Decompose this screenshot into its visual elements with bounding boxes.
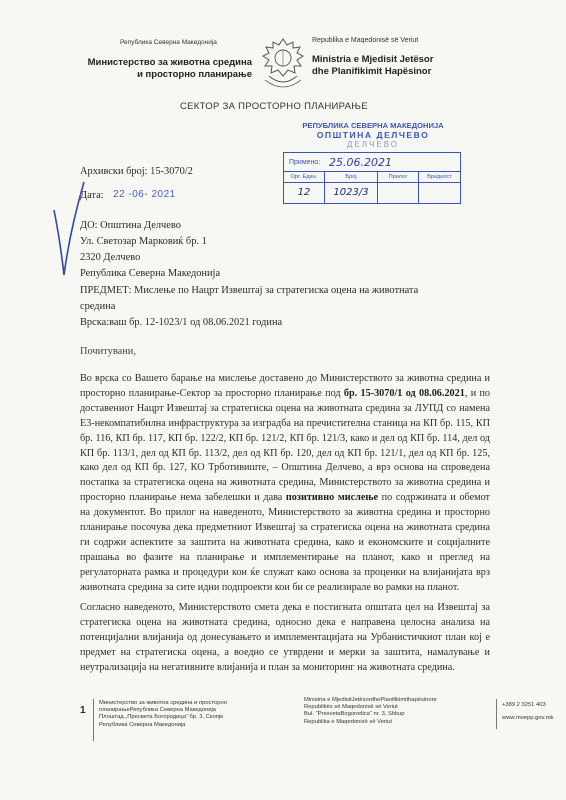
footer-mk-line1: Министерство за животна средина и просторно <box>99 700 227 706</box>
archive-number: Архивски број: 15-3070/2 <box>80 166 193 177</box>
stamp-table <box>283 152 461 204</box>
coat-of-arms-emblem <box>257 36 309 92</box>
stamp-country: РЕПУБЛИКА СЕВЕРНА МАКЕДОНИЈА <box>302 121 444 130</box>
footer-divider-left <box>93 699 94 741</box>
footer-contact <box>502 702 553 722</box>
stamp-col-att: Прилог <box>378 172 419 182</box>
stamp-val-num: 1023/3 <box>325 183 378 203</box>
footer-mk-line3: Плоштад „Пресвета Богородица“ бр. 3, Скопје <box>99 714 224 721</box>
footer-website[interactable]: www.moepp.gov.mk <box>502 715 554 722</box>
recipient-line3: 2320 Делчево <box>80 252 141 263</box>
stamp-received-date: 25.06.2021 <box>329 155 392 169</box>
mk-ministry-line1: Министерство за животна средина <box>87 57 252 68</box>
footer-mk-line2: планирањеРепублика Северна Македонија <box>99 707 216 714</box>
greeting: Почитувани, <box>80 346 136 357</box>
footer-al-line3: Bul. "PresvetaBogorodica" nr. 3, Shkup <box>304 711 405 718</box>
subject-reference: Врска:ваш бр. 12-1023/1 од 08.06.2021 година <box>80 317 283 328</box>
p1-positive-opinion: позитивно мислење <box>285 492 379 504</box>
stamp-col-val: Вредност <box>427 174 452 180</box>
al-ministry-line2: dhe Planifikimit Hapësinor <box>312 66 432 77</box>
footer-al-line4: Republika e Maqedonisë së Veriut <box>304 718 392 725</box>
page-number: 1 <box>80 705 86 716</box>
footer-mk-line4: Република Северна Македонија <box>99 721 186 728</box>
recipient-line2: Ул. Светозар Марковиќ бр. 1 <box>80 236 207 247</box>
p1-text-d: , а врз основа на спроведена постапка за стратегиска оцена на животната средина, Министерството за животна средина и просторно планирање нема забелешки и дава <box>80 462 491 504</box>
stamp-received-label: Примено: <box>289 158 321 166</box>
p1-text-c: , и по доставениот Нацрт Извештај за стратегиска оцена на животната средина за ЛУПД со намена Е3-некомпатибилна инфраструктура за изградба на пречистителна станица на КП бр. 115, КП бр. 116, КП бр. 117, КП бр. 122/2, КП бр. 121/2, КП бр. 121/3, како и дел од КП бр. 114, дел од КП бр. 113/1, дел од КП бр. 113/2, дел од КП бр. 120, дел од КП бр. 121/1, дел од КП бр. 125, како дел од КП бр. 127, КО Трботивиште, – Општина Делчево <box>80 387 491 474</box>
recipient-line4: Република Северна Македонија <box>80 268 221 279</box>
p1-text-a: Во врска со Вашето барање на мислење доставено до Министерството за животна средина и просторно планирање-Сектор за просторно планирање под <box>80 373 490 399</box>
stamp-col-org: Орг. Един. <box>284 172 325 182</box>
stamp-city: ДЕЛЧЕВО <box>347 140 399 149</box>
footer-mk-address <box>99 700 227 729</box>
mk-ministry-line2: и просторно планирање <box>137 69 252 80</box>
p1-ref-number: бр. 15-3070/1 од 08.06.2021 <box>343 387 465 399</box>
mk-country: Република Северна Македонија <box>120 39 217 46</box>
received-stamp <box>283 121 463 204</box>
footer-divider-right <box>496 699 497 729</box>
date-stamp: 22 -06- 2021 <box>113 189 176 200</box>
footer-al-line2: Republikës së Maqedonisë së Veriut <box>304 704 398 711</box>
body-paragraph-2: Согласно наведеното, Министерството смета дека е постигната општата цел на Извештај за стратегиска оцена на животната средина, односно дека е направена целосна анализа на потенцијални влијанија од донесувањето и имплементацијата на Урбанистичкиот план кој е предмет на стратегиска оцена, а воедно се утврдени и мерки за заштита, намалување и неутрализација на негативните влијанија и план за мониторинг на животната средина. <box>80 602 490 673</box>
footer-al-address <box>304 697 437 726</box>
footer-phone: +389 2 3251 403 <box>502 702 546 708</box>
al-country: Republika e Maqedonisë së Veriut <box>312 37 419 44</box>
recipient-line1: ДО: Општина Делчево <box>80 220 181 231</box>
footer-al-line1: Ministria e MjedisitJetësordhePlanifikimithapësinore <box>304 697 437 703</box>
sector-title: СЕКТОР ЗА ПРОСТОРНО ПЛАНИРАЊЕ <box>180 101 368 112</box>
subject-line1: ПРЕДМЕТ: Мислење по Нацрт Извештај за стратегиска оцена на животната <box>80 285 419 296</box>
date-label: Дата: <box>80 190 104 201</box>
al-ministry-line1: Ministria e Mjedisit Jetësor <box>312 54 434 65</box>
subject-line2: средина <box>80 301 116 312</box>
stamp-val-org: 12 <box>284 183 325 203</box>
stamp-col-num: Број <box>325 172 378 182</box>
body-paragraph-1 <box>80 372 490 596</box>
p1-text-f: по содржината и обемот на документот. Во прилог на наведеното, Министерството за животна средина и просторно планирање посочува дека предметниот Извештај за стратегиска оцена на животната средина ги содржи аспектите за заштита на животната средина, како и економските и социјалните прашања во фазите на планирање и имплементирање на планот, како и преглед на регулаторната рамка и процедури кои ќе служат како основа за проценки на влијанијата врз животната средина за сите идни подпроекти кои би се реализирале во рамки на планот. <box>80 492 490 593</box>
stamp-municipality: ОПШТИНА ДЕЛЧЕВО <box>316 130 430 140</box>
